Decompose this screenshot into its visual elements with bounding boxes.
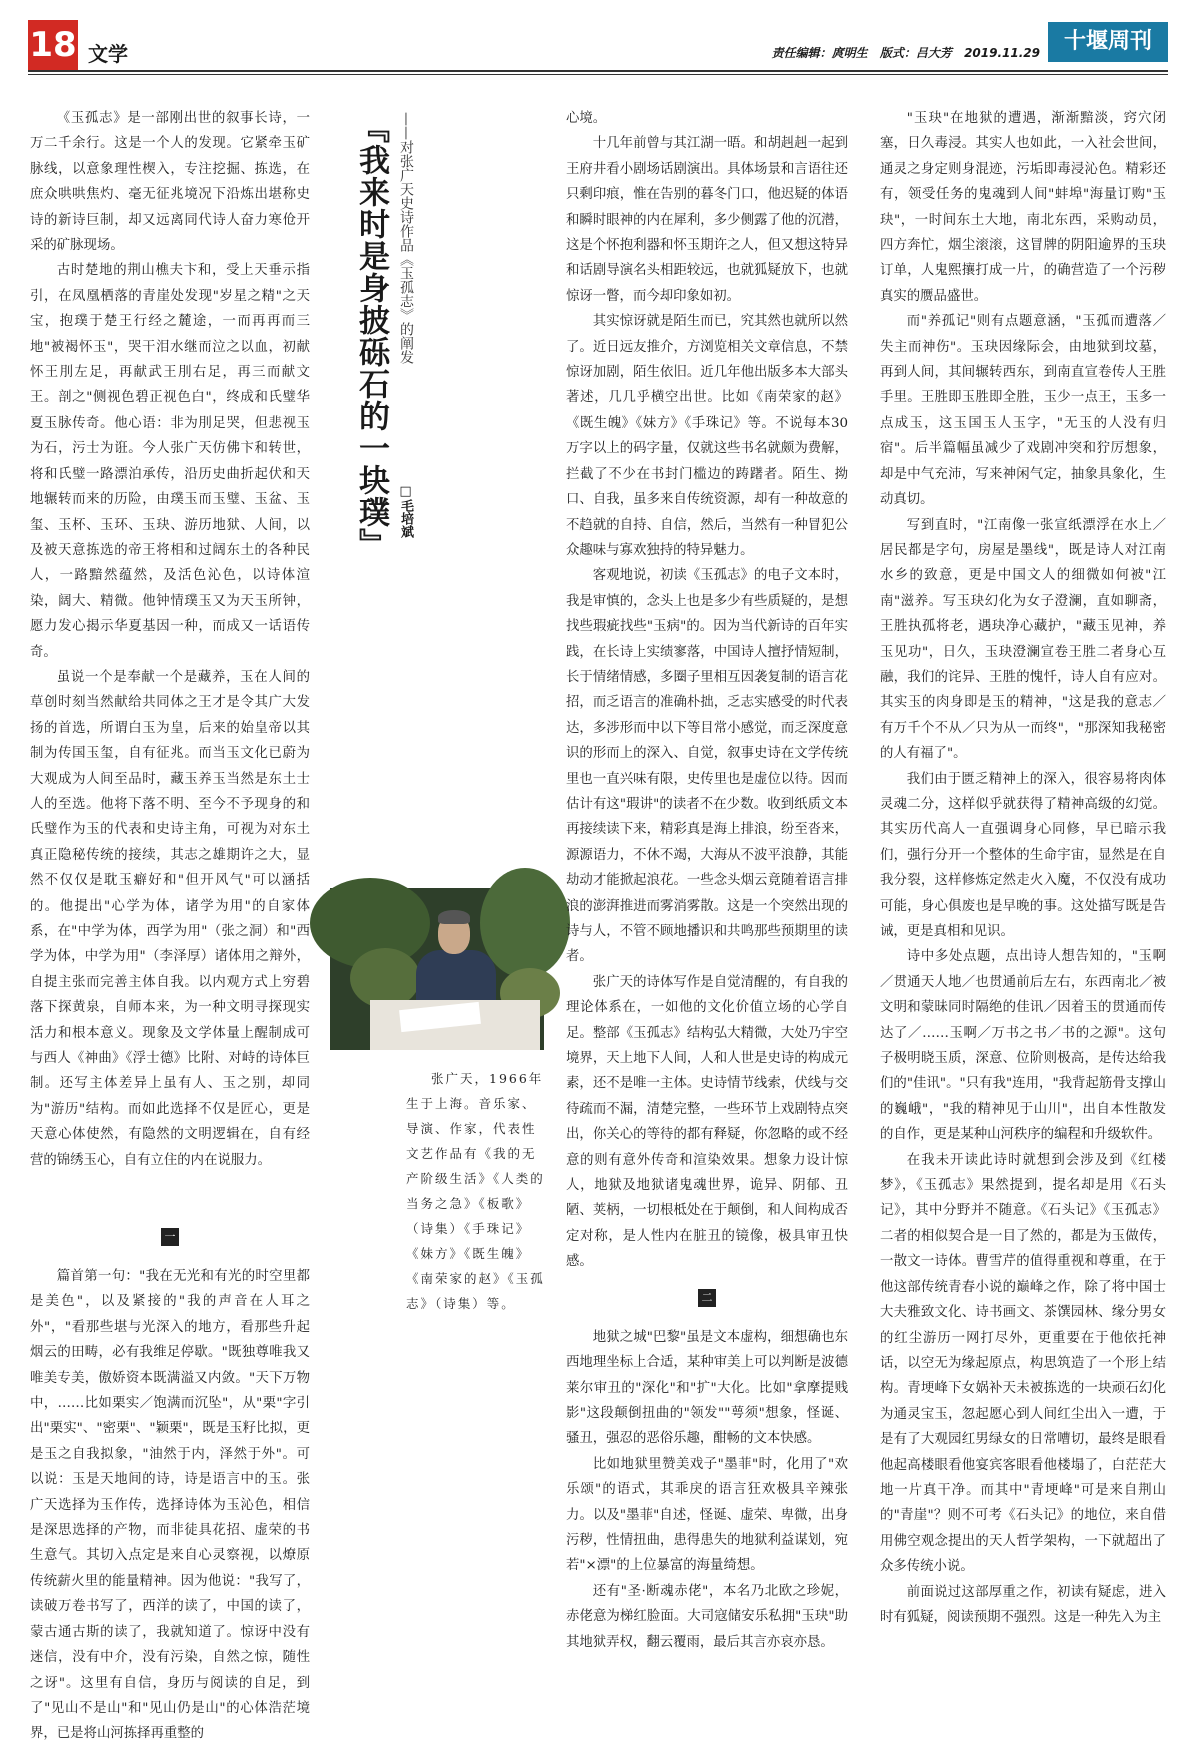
photo-caption: [406, 1066, 546, 1316]
article-title: 『我来时是身披砾石的一块璞』: [353, 112, 389, 560]
paragraph: 地狱之城"巴黎"虽是文本虚构，细想确也东西地理坐标上合适，某种审美上可以判断是波德莱尔审丑的"深化"和"扩"大化。比如"拿摩提贱影"这段颠倒扭曲的"领发""萼须"想象，怪诞、骚丑，强忍的恶俗乐趣，酣畅的文本快感。: [566, 1329, 848, 1447]
paragraph: 我们由于匮乏精神上的深入，很容易将肉体灵魂二分，这样似乎就获得了精神高级的幻觉。其实历代高人一直强调身心同修，早已暗示我们，强行分开一个整体的生命宇宙，显然是在自我分裂，这样修炼定然走火入魔，不仅没有成功可能，身心俱废也是早晚的事。这处描写既是告诫，更是真相和见识。: [880, 771, 1166, 939]
paragraph: 写到直时，"江南像一张宣纸漂浮在水上／居民都是字句，房屋是墨线"，既是诗人对江南水乡的致意，更是中国文人的细微如何被"江南"滋养。写玉玦幻化为女子澄澜，直如聊斋，王胜执孤将老，遇玦净心藏护，"藏玉见神，养玉见功"，日久，玉玦澄澜宣卷王胜二者身心互融，我们的诧异、王胜的愧忏，诗人自有应对。其实玉的肉身即是玉的精神，"这是我的意志／有万千个不从／只为从一而终"，"那深知我秘密的人有福了"。: [880, 517, 1166, 762]
section-name: 文学: [88, 42, 128, 66]
masthead-logo: 十堰周刊: [1048, 22, 1168, 62]
paragraph: 客观地说，初读《玉孤志》的电子文本时，我是审慎的，念头上也是多少有些质疑的，是想找些瑕疵找些"玉病"的。因为当代新诗的百年实践，在长诗上实绩寥落，中国诗人擅抒情短制，长于情绪情感，多圈子里相互因袭复制的语言花招，而乏语言的准确朴拙，乏志实感受的时代表达，多涉形而中以下等目常小感觉，而乏深度意识的形而上的深入、自觉，叙事史诗在文学传统里也一直兴味有限，史传里也是虚位以待。因而估计有这"瑕讲"的读者不在少数。收到纸质文本再接续读下来，精彩真是海上排浪，纷至沓来，源源语力，不休不竭，大海从不波平浪静，其能劫动才能掀起浪花。一些念头烟云竟随着语言排浪的澎湃推进而雾消雾散。这是一个突然出现的诗与人，不管不顾地播识和共鸣那些预期里的读者。: [566, 568, 848, 965]
caption-text: 张广天，1966年生于上海。音乐家、导演、作家，代表性文艺作品有《我的无产阶级生活》《人类的当务之急》《板歌》（诗集）《手珠记》《妹方》《既生魄》《南荣家的赵》《玉孤志》（诗集）等。: [406, 1071, 545, 1311]
paragraph: 心境。: [566, 111, 607, 126]
page-number: 18: [28, 20, 78, 70]
paragraph: 比如地狱里赞美戏子"墨菲"时，化用了"欢乐颂"的语式，其乖戾的语言狂欢极具辛辣张力。以及"墨菲"自述，怪诞、虚荣、卑微，出身污秽，性情扭曲，患得患失的地狱利益谋划，宛若"×漂"的上位暴富的海量绮想。: [566, 1456, 848, 1574]
issue-date: 2019.11.29: [964, 46, 1040, 60]
paragraph: "玉玦"在地狱的遭遇，渐渐黯淡，窍穴闭塞，日久毒浸。其实人也如此，一入社会世间，通灵之身定则身混迹，污垢即毒浸沁色。精彩还有，领受任务的鬼魂到人间"蚌埠"海量订购"玉玦"，一时间东土大地，南北东西，采购动员，四方奔忙，烟尘滚滚，这冒牌的阴阳逾界的玉玦订单，人鬼熙攘打成一片，的确营造了一个污秽真实的赝品盛世。: [880, 111, 1166, 304]
paragraph: 张广天的诗体写作是自觉清醒的，有自我的理论体系在，一如他的文化价值立场的心学自足。整部《玉孤志》结构弘大精微，大处乃宇空境界，天上地下人间，人和人世是史诗的构成元素，还不是唯一主体。史诗情节线索，伏线与交待疏而不漏，清楚完整，一些环节上戏剧特点突出，你关心的等待的都有释疑，你忽略的或不经意的则有意外传奇和渲染效果。想象力设计惊人，地狱及地狱诸鬼魂世界，诡异、阴郁、丑陋、荚柄，一切根柢处在于颠倒，和人间构成否定对称，是人性内在脏丑的镜像，极具审丑快感。: [566, 974, 848, 1270]
header-rule-thin: [28, 74, 1168, 75]
paragraph: 《玉孤志》是一部刚出世的叙事长诗，一万二千余行。这是一个人的发现。它紧牵玉矿脉线，以意象理性楔入，专注挖掘、拣选，在庶众哄哄焦灼、毫无征兆境况下沿炼出堪称史诗的新诗巨制，却又远离同代诗人奋力寒伧开采的矿脉现场。: [30, 111, 310, 254]
editor-credit: 责任编辑：庹明生: [771, 46, 868, 60]
paragraph: 其实惊讶就是陌生而已，究其然也就所以然了。近日远友推介，方浏览相关文章信息，不禁惊讶加剧，陌生依旧。近几年他出版多本大部头著述，几几乎横空出世。比如《南荣家的赵》《既生魄》《妹方》《手珠记》等。不说每本30万字以上的码字量，仅就这些书名就颇为费解，拦截了不少在书封门槛边的踌躇者。陌生、拗口、自我，虽多来自传统资源，却有一种故意的不趋就的自持、自信，然后，当然有一种冒犯公众趣味与寡欢独持的特异魅力。: [566, 314, 848, 558]
header-meta: [764, 44, 1040, 61]
paragraph: 十几年前曾与其江湖一晤。和胡赳赳一起到王府井看小剧场话剧演出。具体场景和言语往还只剩印痕，惟在告别的暮冬门口，他迟疑的体语和瞬时眼神的内在犀利，多少侧露了他的沉潜，这是个怀抱利器和怀玉期许之人，但又想这特异和话剧导演名头相距较远，也就狐疑放下，也就惊讶一瞥，而今却印象如初。: [566, 136, 848, 304]
paragraph: 在我未开读此诗时就想到会涉及到《红楼梦》，《玉孤志》果然提到，提名却是用《石头记》，其中分野并不随意。《石头记》《玉孤志》二者的相似契合是一目了然的，都是为玉做传，一散文一诗体。曹雪芹的值得重视和尊重，在于他这部传统青春小说的巅峰之作，除了将中国士大夫雅致文化、诗书画文、茶馔园林、缘分男女的红尘游历一网打尽外，更重要在于他依托神话，以空无为缘起原点，构思筑造了一个形上结构。青埂峰下女娲补天未被拣选的一块顽石幻化为通灵宝玉，忽起愿心到人间红尘出入一遭，于是有了大观园红男绿女的日常嘈切，最终是眼看他起高楼眼看他宴宾客眼看他楼塌了，白茫茫大地一片真干净。而其中"青埂峰"可是来自荆山的"青崖"？则不可考《石头记》的地位，来自借用佛空观念提出的天人哲学架构，一下就超出了众多传统小说。: [880, 1152, 1166, 1575]
article-column-4: [880, 106, 1166, 1630]
section-marker: 一: [161, 1228, 179, 1246]
article-column-3: [566, 106, 848, 1655]
paragraph: 还有"圣·断魂赤佬"，本名乃北欧之珍妮，赤佬意为梯红脸面。大司寇储安乐私拥"玉玦"助其地狱弄权，翻云覆雨，最后其言亦哀亦恳。: [566, 1583, 848, 1650]
article-author: □毛培斌: [398, 484, 413, 538]
header-rule: [28, 70, 1168, 72]
author-photo: [330, 888, 544, 1050]
section-marker: 二: [698, 1289, 716, 1307]
paragraph: 诗中多处点题，点出诗人想告知的，"玉啊／贯通天人地／也贯通前后左右，东西南北／被文明和蒙昧同时隔绝的佳讯／因着玉的贯通而传达了／……玉啊／万书之书／书的之源"。这句子极明晓玉质，深意、位阶则极高，是传达给我们的"佳讯"。"只有我"连用，"我背起筋骨支撑山的巍峨"，"我的精神见于山川"，出自本性散发的自作，更是某种山河秩序的编程和升级软件。: [880, 949, 1166, 1143]
section-1: [30, 1214, 310, 1747]
layout-credit: 版式：吕大芳: [879, 46, 952, 60]
person-hair: [438, 910, 470, 924]
title-block: [352, 112, 422, 632]
paragraph: 前面说过这部厚重之作，初读有疑虑，进入时有狐疑，阅读预期不强烈。这是一种先入为主: [880, 1584, 1166, 1625]
paragraph: 虽说一个是奉献一个是藏养，玉在人间的草创时刻当然献给共同体之王才是令其广大发扬的首选，所谓白玉为皇，后来的始皇帝以其制为传国玉玺，自有征兆。而当玉文化已蔚为大观成为人间至品时，藏玉养玉当然是东土士人的至选。他将下落不明、至今不予现身的和氏璧作为玉的代表和史诗主角，可视为对东土真正隐秘传统的接续，其志之雄期许之大，显然不仅仅是耽玉癖好和"但开风气"可以涵括的。他提出"心学为体，诸学为用"的自家体系，在"中学为体，西学为用"（张之洞）和"西学为体，中学为用"（李泽厚）诸体用之辩外，自提主张而完善主体自我。以内观方式上穷碧落下探黄泉，自师本来，为一种文明寻探现实活力和根本意义。现象及文学体量上醒制成可与西人《神曲》《浮士德》比附、对峙的诗体巨制。还写主体差异上虽有人、玉之别，却同为"游历"结构。而如此选择不仅是匠心，更是天意心体使然，有隐然的文明逻辑在，自有经营的锦绣玉心，自有立住的内在说服力。: [30, 669, 310, 1168]
paragraph: 而"养孤记"则有点题意涵，"玉孤而遭落／失主而神伤"。玉玦因缘际会，由地狱到坟墓，再到人间，其间辗转西东，到南直宣卷传人王胜手里。王胜即玉胜即全胜，玉少一点王，玉多一点成玉，这玉国玉人玉字，"无玉的人没有归宿"。后半篇幅虽减少了戏剧冲突和狞厉想象，却是中气充沛，写来神闲气定，抽象具象化，生动真切。: [880, 314, 1166, 508]
article-column-1: [30, 106, 310, 1742]
paragraph: 篇首第一句："我在无光和有光的时空里都是美色"，以及紧接的"我的声音在人耳之外"，"看那些堪与光深入的地方，看那些升起烟云的田畴，必有我维足停歇。"既独尊唯我又唯美专美，傲娇资本既满溢又内敛。"天下万物中，……比如栗实／饱满而沉坠"，从"栗"字引出"栗实"、"密栗"、"颖栗"，既是玉籽比拟，更是玉之自我拟象，"油然于内，泽然于外"。可以说：玉是天地间的诗，诗是语言中的玉。张广天选择为玉作传，选择诗体为玉沁色，相信是深思选择的产物，而非徒具花招、虚荣的书生意气。其切入点定是来自心灵察视，以燎原传统薪火里的能量精神。因为他说："我写了，读破万卷书写了，西洋的读了，中国的读了，蒙古通古斯的读了，我就知道了。惊讶中没有迷信，没有中介，没有污染，自然之惊，随性之讶"。这里有自信，身历与阅读的自足，到了"见山不是山"和"见山仍是山"的心体浩茫境界，已是将山河拣择再重整的: [30, 1269, 310, 1742]
article-subtitle: ——对张广天史诗作品《玉孤志》的阐发: [398, 112, 414, 364]
paragraph: 古时楚地的荆山樵夫卞和，受上天垂示指引，在凤凰栖落的青崖处发现"岁星之精"之天宝，抱璞于楚王行经之麓途，一而再再而三地"被褐怀玉"，哭干泪水继而泣之以血，初献怀王刖左足，再献武王刖右足，再三而献文王。剖之"侧视色碧正视色白"，终成和氏璧华夏玉脉传奇。他心语：非为刖足哭，但悲视玉为石，污士为诳。今人张广天仿佛卞和转世，将和氏璧一路漂泊承传，沿历史曲折起伏和天地辗转而来的历险，由璞玉而玉璧、玉盆、玉玺、玉杯、玉环、玉玦、游历地狱、人间，以及被天意拣选的帝王将相和过阔东土的各种民人，一路黯然蕴然，及活色沁色，以诗体渲染，阔大、精微。他钟情璞玉又为天玉所钟，愿力发心揭示华夏基因一种，而成又一话语传奇。: [30, 263, 310, 660]
